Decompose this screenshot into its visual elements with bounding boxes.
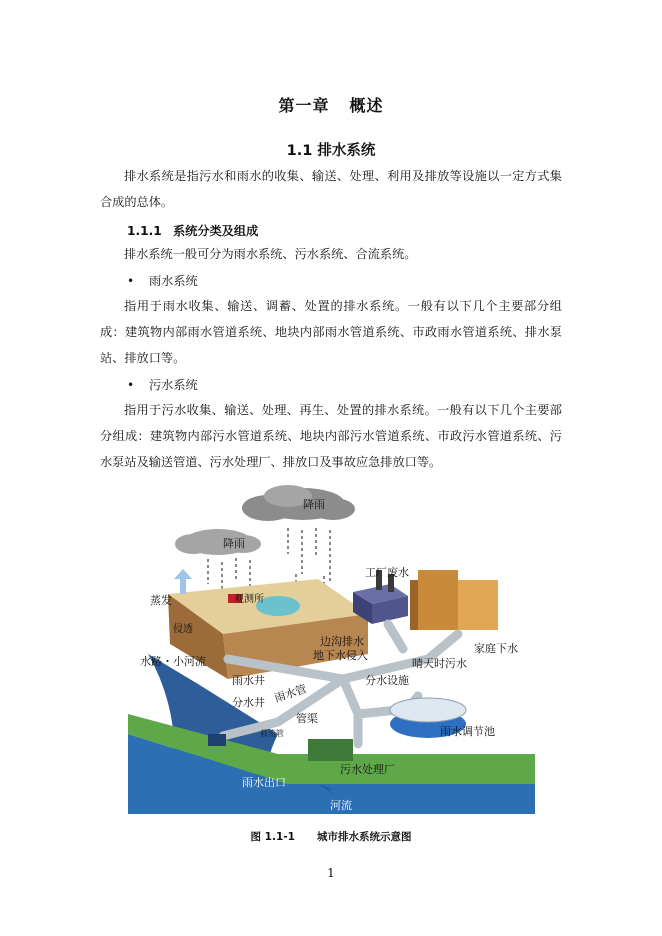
page-number: 1 — [327, 866, 335, 880]
intro-paragraph: 排水系统是指污水和雨水的收集、输送、处理、利用及排放等设施以一定方式集合成的总体。 — [100, 169, 562, 209]
chapter-number: 第一章 — [278, 96, 330, 115]
label-groundwater: 地下水侵入 — [313, 649, 368, 662]
label-storage: 雨水调节池 — [440, 725, 495, 738]
label-intercept: 截流管 — [260, 729, 284, 738]
label-industrial: 工厂废水 — [365, 566, 409, 579]
caption-title: 城市排水系统示意图 — [316, 831, 412, 843]
label-separation-well: 分水井 — [232, 696, 265, 709]
bullet-sewage-system — [127, 376, 198, 393]
label-stream: 水路・小河流 — [140, 655, 206, 668]
label-rain-pipe: 雨水管 — [272, 682, 309, 705]
section-title: 1.1 排水系统 — [286, 143, 376, 159]
bullet-sewage-label: 污水系统 — [149, 378, 198, 392]
label-outfall: 雨水出口 — [242, 776, 286, 789]
drainage-system-figure — [128, 484, 535, 814]
sewage-system-paragraph: 指用于污水收集、输送、处理、再生、处置的排水系统。一般有以下几个主要部分组成：建筑物内部污水管道系统、地块内部污水管道系统、市政污水管道系统、污水泵站及输送管道、污水处理厂、排放口及事故应急排放口等。 — [100, 403, 562, 469]
label-river: 河流 — [330, 799, 352, 812]
treatment-plant — [308, 739, 353, 761]
classification-paragraph: 排水系统一般可分为雨水系统、污水系统、合流系统。 — [124, 247, 417, 261]
subsection-heading — [127, 222, 258, 239]
subsection-number: 1.1.1 — [127, 224, 162, 238]
evaporation-arrow-icon — [174, 569, 192, 594]
label-culvert: 管渠 — [296, 712, 318, 725]
label-rain-small: 降雨 — [223, 537, 245, 550]
label-side-ditch: 边沟排水 — [320, 635, 364, 648]
subsection-title: 系统分类及组成 — [173, 224, 259, 238]
label-household: 家庭下水 — [474, 642, 518, 655]
cloud-large — [242, 485, 355, 521]
bullet-dot: • — [127, 378, 135, 392]
label-rain-big: 降雨 — [303, 498, 325, 511]
label-separation: 分水设施 — [365, 674, 409, 687]
label-rain-well: 雨水井 — [232, 674, 265, 687]
label-infiltration: 侵透 — [173, 624, 193, 635]
bullet-rain-system — [127, 272, 198, 289]
houses — [410, 570, 498, 630]
label-dry-weather: 晴天时污水 — [412, 657, 467, 670]
outfall-structure — [208, 734, 226, 746]
label-observation: 观测所 — [234, 594, 264, 605]
caption-number: 图 1.1-1 — [250, 831, 295, 843]
bullet-rain-label: 雨水系统 — [149, 274, 198, 288]
bullet-dot: • — [127, 274, 135, 288]
chapter-name: 概述 — [349, 96, 384, 115]
rain-system-paragraph: 指用于雨水收集、输送、调蓄、处置的排水系统。一般有以下几个主要部分组成：建筑物内部雨水管道系统、地块内部雨水管道系统、市政雨水管道系统、排水泵站、排放口等。 — [100, 299, 562, 365]
drainage-diagram — [128, 484, 535, 814]
label-evaporation: 蒸发 — [150, 594, 172, 607]
figure-caption — [0, 829, 662, 844]
label-treatment: 污水处理厂 — [340, 763, 395, 776]
chapter-title — [0, 93, 662, 116]
cloud-small — [175, 529, 261, 555]
